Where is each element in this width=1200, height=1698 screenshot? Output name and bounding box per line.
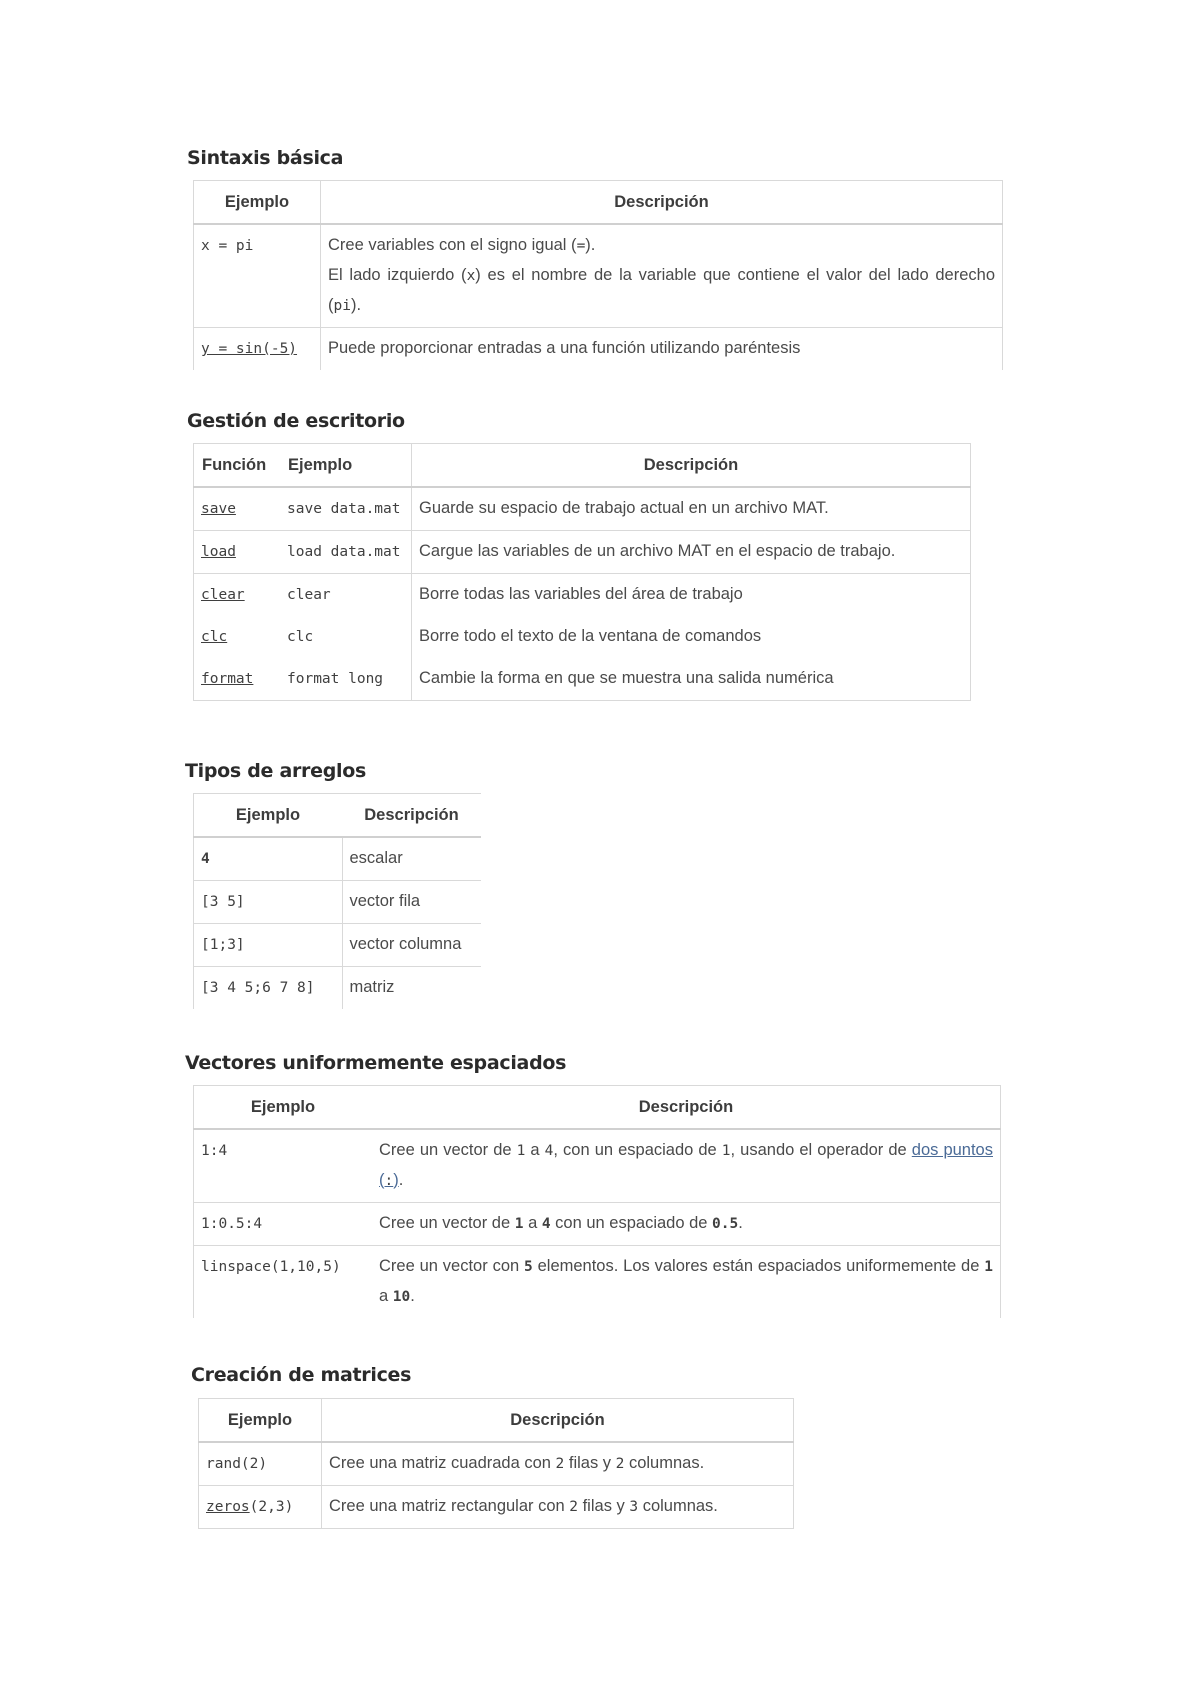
table-row: [1;3] vector columna bbox=[194, 924, 482, 967]
basic-syntax-table bbox=[193, 180, 1003, 370]
header-descripcion: Descripción bbox=[412, 444, 971, 488]
zeros-link[interactable]: zeros bbox=[206, 1499, 250, 1515]
table-row: save save data.mat Guarde su espacio de trabajo actual en un archivo MAT. bbox=[194, 487, 971, 531]
desktop-management-table bbox=[193, 443, 971, 701]
load-link[interactable]: load bbox=[201, 544, 236, 560]
basic-row2-description: Puede proporcionar entradas a una función utilizando paréntesis bbox=[321, 328, 1003, 371]
table-row: [3 4 5;6 7 8] matriz bbox=[194, 967, 482, 1010]
basic-row2-example[interactable] bbox=[194, 328, 321, 371]
basic-row1-example bbox=[194, 224, 321, 328]
table-row: load load data.mat Cargue las variables de un archivo MAT en el espacio de trabajo. bbox=[194, 531, 971, 574]
code-snippet: x = pi bbox=[201, 238, 254, 254]
spaced-vectors-table bbox=[193, 1085, 1001, 1318]
basic-row1-description: Cree variables con el signo igual (=). El lado izquierdo (x) es el nombre de la variable que contiene el valor del lado derecho (pi). bbox=[321, 224, 1003, 328]
table-row: [3 5] vector fila bbox=[194, 881, 482, 924]
header-ejemplo: Ejemplo bbox=[199, 1399, 322, 1443]
header-ejemplo: Ejemplo bbox=[194, 1086, 373, 1130]
save-link[interactable]: save bbox=[201, 501, 236, 517]
table-row: clear clear Borre todas las variables del área de trabajo bbox=[194, 574, 971, 617]
sin-link[interactable]: y = sin(-5) bbox=[201, 341, 298, 357]
header-descripcion: Descripción bbox=[342, 794, 481, 838]
table-row: clc clc Borre todo el texto de la ventana de comandos bbox=[194, 616, 971, 658]
dos-puntos-link[interactable]: dos puntos (:) bbox=[379, 1141, 993, 1189]
header-ejemplo: Ejemplo bbox=[280, 444, 412, 488]
table-row: format format long Cambie la forma en que se muestra una salida numérica bbox=[194, 658, 971, 701]
header-descripcion: Descripción bbox=[372, 1086, 1001, 1130]
header-ejemplo: Ejemplo bbox=[194, 794, 343, 838]
table-row: 1:0.5:4 Cree un vector de 1 a 4 con un espaciado de 0.5. bbox=[194, 1203, 1001, 1246]
section-title-sintaxis-basica: Sintaxis básica bbox=[187, 147, 344, 169]
clc-link[interactable]: clc bbox=[201, 629, 228, 645]
table-row: rand(2) Cree una matriz cuadrada con 2 filas y 2 columnas. bbox=[199, 1442, 794, 1486]
table-row: 1:4 Cree un vector de 1 a 4, con un espaciado de 1, usando el operador de dos puntos (:). bbox=[194, 1129, 1001, 1203]
section-title-tipos-arreglos: Tipos de arreglos bbox=[185, 760, 366, 782]
clear-link[interactable]: clear bbox=[201, 587, 245, 603]
header-funcion: Función bbox=[194, 444, 281, 488]
matrix-creation-table bbox=[198, 1398, 794, 1529]
format-link[interactable]: format bbox=[201, 671, 254, 687]
table-row: linspace(1,10,5) Cree un vector con 5 elementos. Los valores están espaciados uniformemente de 1 a 10. bbox=[194, 1246, 1001, 1319]
section-title-vectores: Vectores uniformemente espaciados bbox=[185, 1052, 567, 1074]
section-title-gestion-escritorio: Gestión de escritorio bbox=[187, 410, 405, 432]
header-descripcion: Descripción bbox=[322, 1399, 794, 1443]
table-row: 4 escalar bbox=[194, 837, 482, 881]
header-ejemplo: Ejemplo bbox=[194, 181, 321, 225]
section-title-matrices: Creación de matrices bbox=[191, 1364, 412, 1386]
table-row: zeros(2,3) Cree una matriz rectangular con 2 filas y 3 columnas. bbox=[199, 1486, 794, 1529]
header-descripcion: Descripción bbox=[321, 181, 1003, 225]
array-types-table bbox=[193, 793, 481, 1009]
